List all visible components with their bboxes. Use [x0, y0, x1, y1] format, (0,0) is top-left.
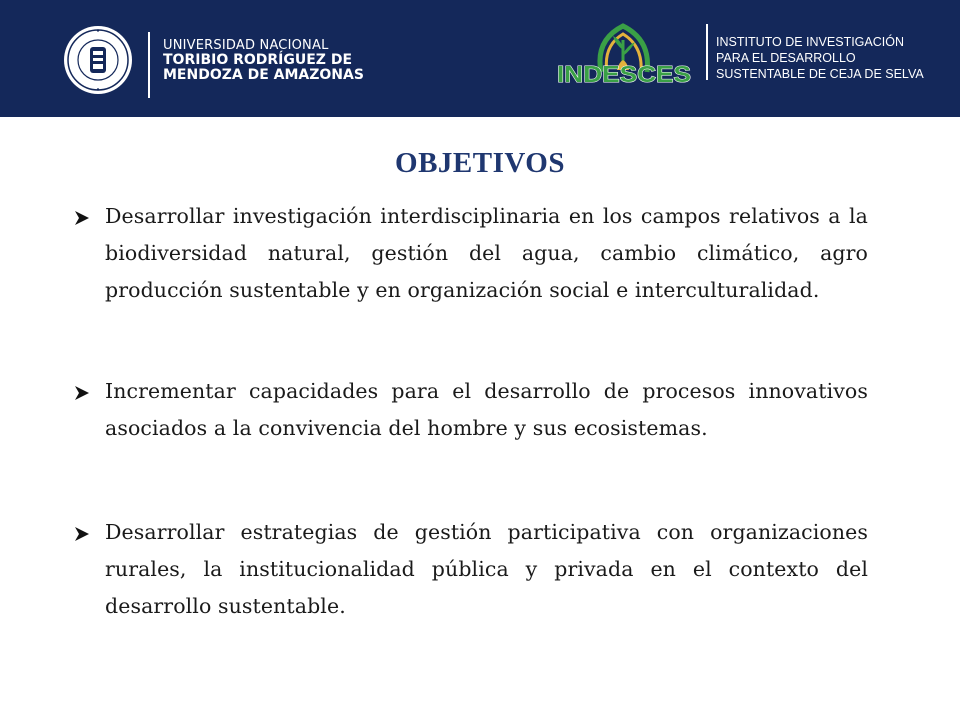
objective-item	[74, 198, 868, 309]
objective-text: Desarrollar investigación interdisciplinaria en los campos relativos a la biodiversidad natural, gestión del agua, cambio climático, agro producción sustentable y en organización social e interculturalidad.	[105, 204, 868, 302]
indesces-logo-text: INDESCES	[557, 61, 691, 87]
institute-name-line1: INSTITUTO DE INVESTIGACIÓN	[716, 35, 904, 49]
objective-text: Desarrollar estrategias de gestión participativa con organizaciones rurales, la institucionalidad pública y privada en el contexto del desarrollo sustentable.	[105, 520, 868, 618]
arrowhead-bullet-icon	[74, 210, 90, 226]
objective-item	[74, 373, 868, 447]
objective-text: Incrementar capacidades para el desarrollo de procesos innovativos asociados a la convivencia del hombre y sus ecosistemas.	[105, 379, 868, 440]
university-name-line1: UNIVERSIDAD NACIONAL	[163, 38, 329, 53]
header-divider	[148, 32, 150, 98]
institute-name-line2: PARA EL DESARROLLO	[716, 51, 856, 65]
arrowhead-bullet-icon	[74, 385, 90, 401]
header-divider-right	[706, 24, 708, 80]
objective-item	[74, 514, 868, 625]
institute-name	[716, 34, 924, 82]
arrowhead-bullet-icon	[74, 526, 90, 542]
header-banner	[0, 0, 960, 117]
indesces-logo	[553, 20, 695, 90]
page-title: OBJETIVOS	[395, 147, 565, 179]
university-name	[163, 38, 364, 83]
university-name-line2: TORIBIO RODRÍGUEZ DE	[163, 52, 353, 68]
institute-name-line3: SUSTENTABLE DE CEJA DE SELVA	[716, 67, 924, 81]
university-name-line3: MENDOZA DE AMAZONAS	[163, 67, 364, 83]
university-seal-icon	[63, 25, 133, 95]
